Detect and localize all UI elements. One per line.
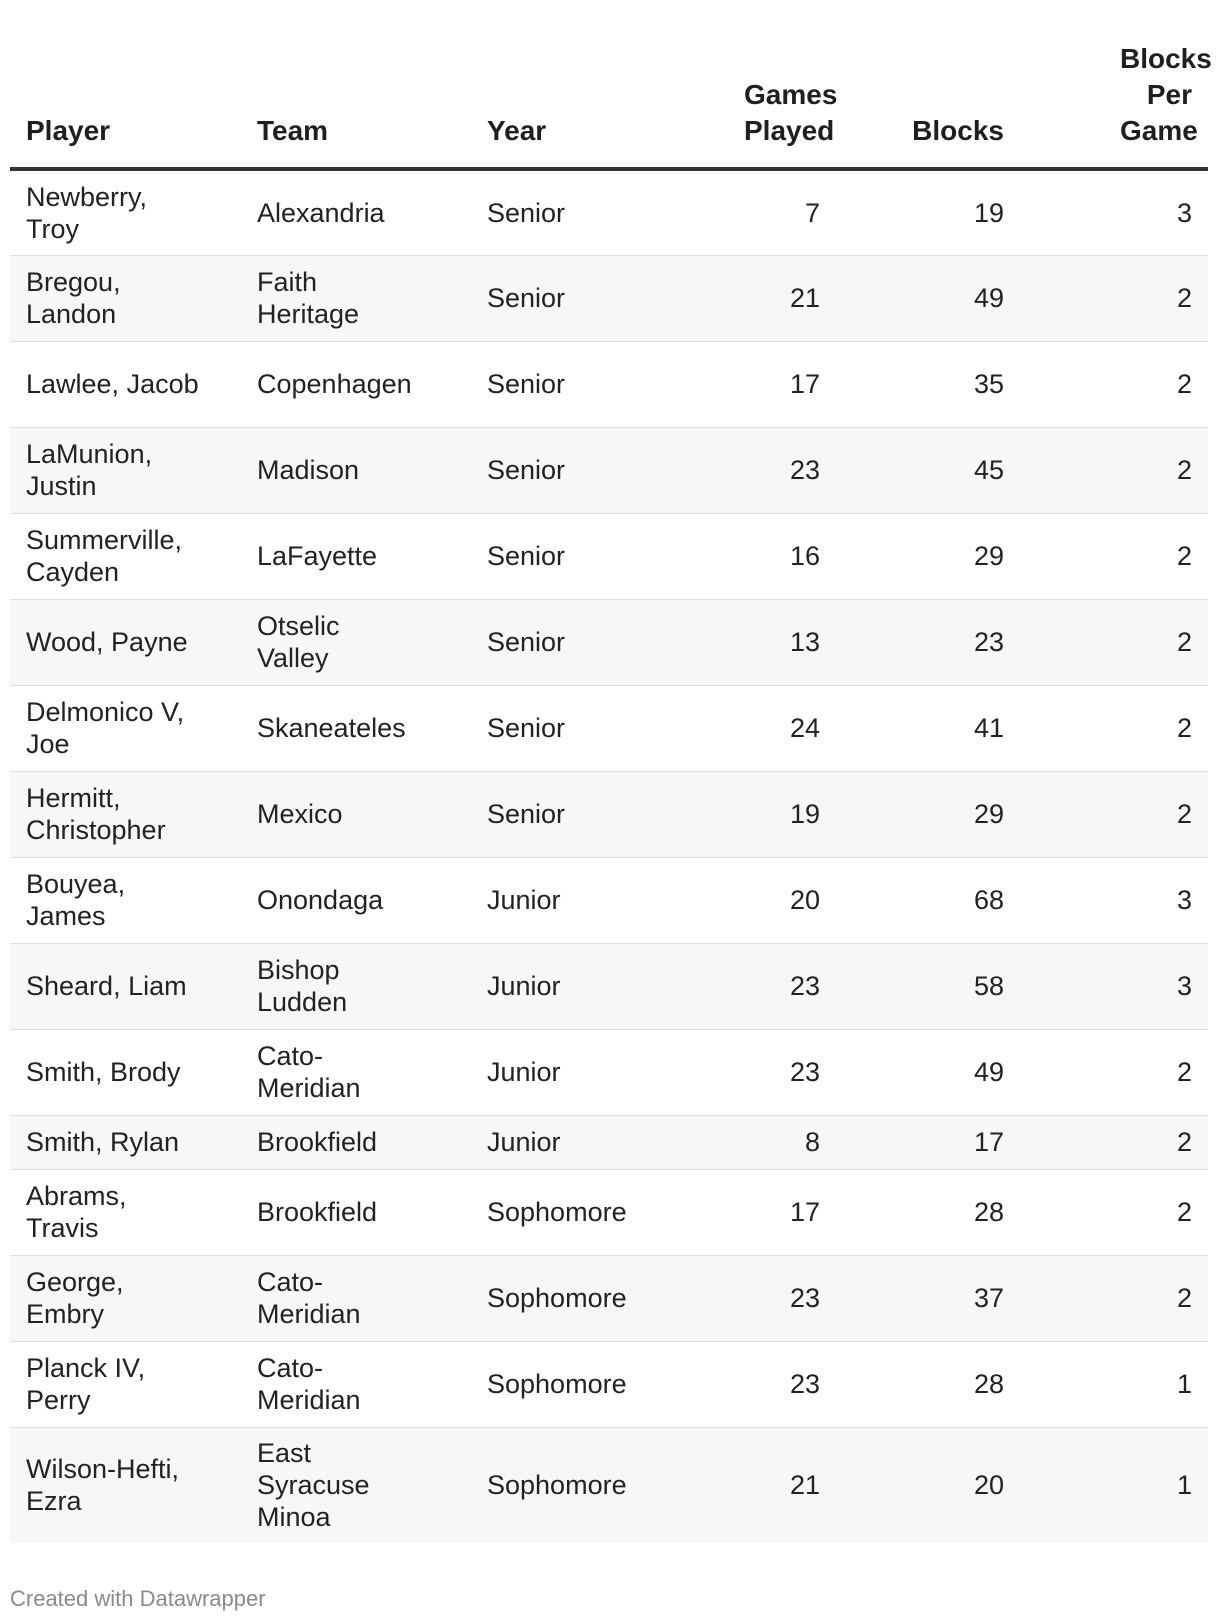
cell-player: Delmonico V, Joe bbox=[26, 697, 185, 759]
cell-blocks: 41 bbox=[973, 713, 1004, 743]
table-row bbox=[10, 169, 1208, 255]
cell-player: Planck IV, Perry bbox=[26, 1353, 146, 1415]
cell-blocks: 28 bbox=[973, 1369, 1004, 1399]
table-row bbox=[10, 943, 1208, 1029]
cell-blocks: 20 bbox=[973, 1470, 1004, 1501]
cell-team: Copenhagen bbox=[257, 369, 412, 399]
cell-year: Sophomore bbox=[487, 1369, 627, 1399]
cell-blocks-per-game: 1 bbox=[1176, 1470, 1192, 1501]
table-container bbox=[10, 0, 1212, 1543]
cell-blocks: 49 bbox=[973, 283, 1004, 313]
cell-blocks: 58 bbox=[973, 971, 1004, 1001]
table-row bbox=[10, 427, 1208, 513]
cell-team: Skaneateles bbox=[257, 713, 406, 743]
table-row bbox=[10, 1427, 1208, 1543]
cell-team: Madison bbox=[257, 455, 360, 485]
cell-player: Bregou, Landon bbox=[26, 267, 121, 329]
cell-blocks-per-game: 3 bbox=[1176, 971, 1192, 1001]
table-body bbox=[10, 169, 1208, 1543]
cell-games-played: 7 bbox=[804, 197, 820, 228]
cell-blocks-per-game: 3 bbox=[1176, 885, 1192, 915]
cell-blocks-per-game: 2 bbox=[1176, 713, 1192, 743]
cell-year: Senior bbox=[487, 455, 566, 485]
cell-year: Junior bbox=[487, 971, 561, 1001]
blocks-leaders-table bbox=[10, 0, 1212, 1543]
column-header-team[interactable]: Team bbox=[241, 0, 471, 169]
cell-games-played: 23 bbox=[789, 1369, 820, 1399]
cell-blocks-per-game: 2 bbox=[1176, 799, 1192, 829]
column-header-year[interactable]: Year bbox=[471, 0, 634, 169]
cell-player: Lawlee, Jacob bbox=[26, 369, 199, 399]
cell-year: Junior bbox=[487, 885, 561, 915]
cell-year: Senior bbox=[487, 369, 566, 399]
cell-blocks: 29 bbox=[973, 541, 1004, 571]
cell-blocks-per-game: 3 bbox=[1176, 197, 1192, 228]
cell-year: Senior bbox=[487, 799, 566, 829]
cell-games-played: 17 bbox=[789, 369, 820, 399]
table-row bbox=[10, 599, 1208, 685]
cell-team: Cato-Meridian bbox=[257, 1267, 361, 1329]
cell-year: Senior bbox=[487, 197, 566, 228]
table-header bbox=[10, 0, 1212, 169]
cell-blocks-per-game: 2 bbox=[1176, 1197, 1192, 1227]
cell-player: Summerville, Cayden bbox=[26, 525, 183, 587]
cell-player: Sheard, Liam bbox=[26, 971, 187, 1001]
cell-games-played: 23 bbox=[789, 1283, 820, 1313]
cell-blocks-per-game: 2 bbox=[1176, 455, 1192, 485]
cell-blocks-per-game: 2 bbox=[1176, 283, 1192, 313]
cell-team: Faith Heritage bbox=[257, 267, 360, 329]
cell-blocks-per-game: 2 bbox=[1176, 1283, 1192, 1313]
cell-blocks: 68 bbox=[973, 885, 1004, 915]
cell-blocks: 37 bbox=[973, 1283, 1004, 1313]
cell-player: Wood, Payne bbox=[26, 627, 188, 657]
cell-team: LaFayette bbox=[257, 541, 378, 571]
cell-team: Alexandria bbox=[257, 197, 385, 228]
cell-games-played: 23 bbox=[789, 1057, 820, 1087]
table-row bbox=[10, 857, 1208, 943]
table-row bbox=[10, 1169, 1208, 1255]
cell-blocks-per-game: 2 bbox=[1176, 541, 1192, 571]
cell-games-played: 24 bbox=[789, 713, 820, 743]
table-row bbox=[10, 341, 1208, 427]
cell-games-played: 8 bbox=[804, 1127, 820, 1157]
cell-year: Senior bbox=[487, 713, 566, 743]
column-header-games-played[interactable]: Games Played bbox=[634, 0, 836, 169]
cell-year: Sophomore bbox=[487, 1283, 627, 1313]
table-row bbox=[10, 1115, 1208, 1169]
cell-blocks-per-game: 1 bbox=[1176, 1369, 1192, 1399]
cell-player: George, Embry bbox=[26, 1267, 124, 1329]
cell-team: Otselic Valley bbox=[257, 611, 340, 673]
cell-team: Brookfield bbox=[257, 1127, 378, 1157]
cell-blocks-per-game: 2 bbox=[1176, 1057, 1192, 1087]
column-header-blocks[interactable]: Blocks bbox=[836, 0, 1020, 169]
cell-games-played: 20 bbox=[789, 885, 820, 915]
cell-year: Senior bbox=[487, 283, 566, 313]
cell-games-played: 16 bbox=[789, 541, 820, 571]
table-row bbox=[10, 771, 1208, 857]
cell-blocks: 49 bbox=[973, 1057, 1004, 1087]
cell-year: Senior bbox=[487, 627, 566, 657]
cell-team: Onondaga bbox=[257, 885, 384, 915]
cell-year: Sophomore bbox=[487, 1197, 627, 1227]
cell-games-played: 13 bbox=[789, 627, 820, 657]
cell-blocks: 28 bbox=[973, 1197, 1004, 1227]
cell-year: Sophomore bbox=[487, 1470, 627, 1501]
cell-team: Bishop Ludden bbox=[257, 955, 348, 1017]
cell-team: Cato-Meridian bbox=[257, 1041, 361, 1103]
cell-blocks: 19 bbox=[973, 197, 1004, 228]
cell-player: Bouyea, James bbox=[26, 869, 126, 931]
cell-blocks-per-game: 2 bbox=[1176, 1127, 1192, 1157]
cell-blocks: 17 bbox=[973, 1127, 1004, 1157]
cell-blocks-per-game: 2 bbox=[1176, 627, 1192, 657]
cell-blocks: 35 bbox=[973, 369, 1004, 399]
cell-blocks: 45 bbox=[973, 455, 1004, 485]
table-row bbox=[10, 255, 1208, 341]
cell-games-played: 19 bbox=[789, 799, 820, 829]
cell-year: Senior bbox=[487, 541, 566, 571]
cell-games-played: 21 bbox=[789, 1470, 820, 1501]
cell-player: LaMunion, Justin bbox=[26, 439, 153, 501]
cell-blocks-per-game: 2 bbox=[1176, 369, 1192, 399]
datawrapper-credit: Created with Datawrapper bbox=[10, 1586, 266, 1611]
table-row bbox=[10, 1255, 1208, 1341]
cell-player: Wilson-Hefti, Ezra bbox=[26, 1454, 180, 1517]
cell-team: Brookfield bbox=[257, 1197, 378, 1227]
table-row bbox=[10, 513, 1208, 599]
cell-team: Cato-Meridian bbox=[257, 1353, 361, 1415]
table-row bbox=[10, 1029, 1208, 1115]
cell-year: Junior bbox=[487, 1127, 561, 1157]
table-row bbox=[10, 1341, 1208, 1427]
cell-player: Abrams, Travis bbox=[26, 1181, 127, 1243]
cell-player: Smith, Rylan bbox=[26, 1127, 180, 1157]
column-header-blocks-per-game[interactable]: Blocks Per Game bbox=[1020, 0, 1208, 169]
cell-games-played: 21 bbox=[789, 283, 820, 313]
cell-blocks: 29 bbox=[973, 799, 1004, 829]
cell-team: Mexico bbox=[257, 799, 343, 829]
cell-games-played: 17 bbox=[789, 1197, 820, 1227]
column-header-player[interactable]: Player bbox=[10, 0, 241, 169]
cell-player: Hermitt, Christopher bbox=[26, 783, 166, 845]
cell-games-played: 23 bbox=[789, 455, 820, 485]
cell-blocks: 23 bbox=[973, 627, 1004, 657]
table-row bbox=[10, 685, 1208, 771]
cell-team: East Syracuse Minoa bbox=[257, 1438, 370, 1533]
cell-player: Newberry, Troy bbox=[26, 181, 148, 244]
cell-games-played: 23 bbox=[789, 971, 820, 1001]
cell-player: Smith, Brody bbox=[26, 1057, 181, 1087]
cell-year: Junior bbox=[487, 1057, 561, 1087]
header-row bbox=[10, 0, 1208, 169]
